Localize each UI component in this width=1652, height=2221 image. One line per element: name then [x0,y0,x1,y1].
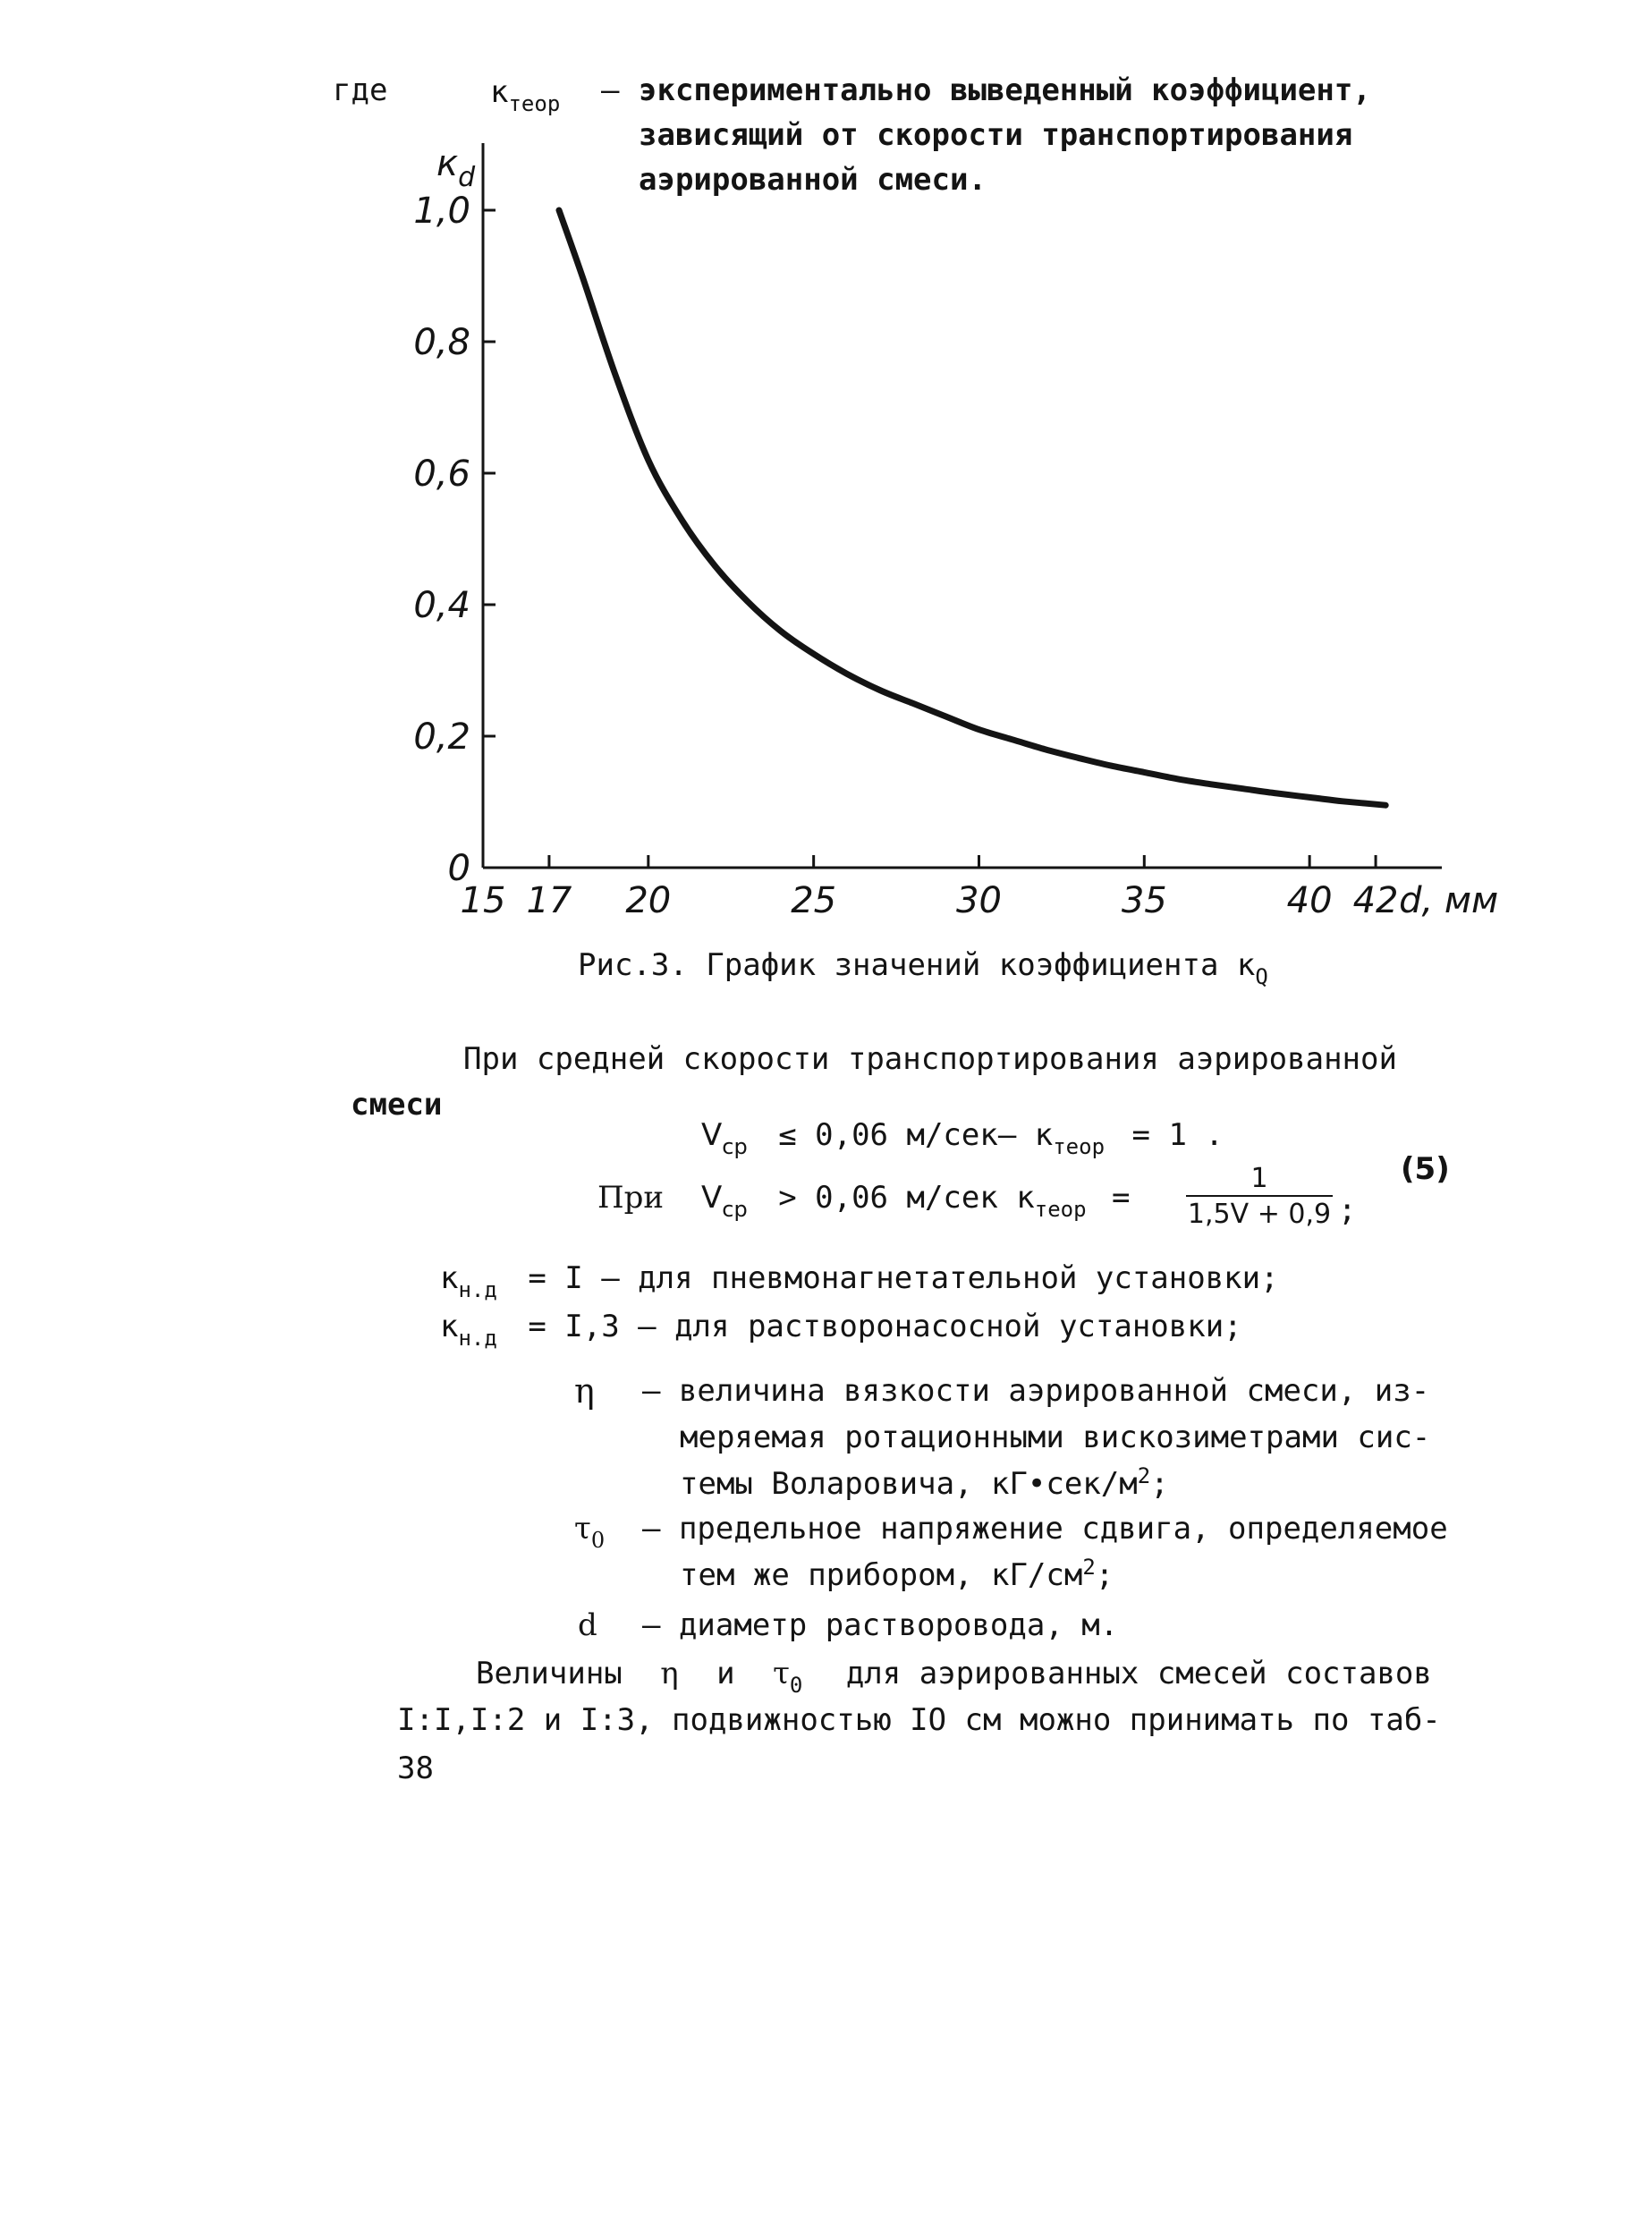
diam-text: – диаметр растворовода, м. [642,1607,1119,1643]
figure-caption: Рис.3. График значений коэффициента $к_Q$ [578,947,1268,989]
fraction-denominator: 1,5V + 0,9 [1186,1195,1333,1233]
formula-line-1: $V_{ср} \le 0,06$ м/сек– $к_{теор} = 1$ . [701,1117,1224,1159]
para1-line-2: смеси [351,1087,443,1123]
chart-series [559,210,1385,805]
y-tick-label: 0 [447,848,470,889]
x-tick-label: 30 [956,880,1002,921]
tau-symbol: $\tau_0$ [574,1511,606,1553]
tau-line-2: тем же прибором, $кГ/см^2$; [680,1555,1114,1593]
y-tick-label: 0,8 [413,322,470,363]
eta-line-2: меряемая ротационными вискозиметрами сис- [680,1420,1431,1455]
y-tick-label: 0,6 [413,454,470,495]
y-axis-label: $к_d$ [436,143,476,193]
para1-line-1: При средней скорости транспортирования аэрированной [463,1041,1397,1077]
intro-desc-line-1: экспериментально выведенный коэффициент, [639,72,1371,108]
x-tick-label: 35 [1121,880,1167,921]
y-tick-label: 0,2 [413,716,470,758]
formula-number: (5) [1401,1151,1450,1187]
eta-line-3: темы Воларовича, $кГ•сек/м^2$; [680,1463,1169,1502]
eta-line-1: – величина вязкости аэрированной смеси, из- [642,1373,1430,1409]
diam-symbol: d [578,1607,597,1643]
x-tick-label: 40 [1286,880,1333,921]
formula-line-2: $V_{ср} > 0,06$ м/сек $к_{теор}$ = [701,1180,1131,1222]
chart-axes [483,143,1442,868]
page-number: 38 [397,1751,434,1786]
x-tick-label: 42 [1352,880,1399,921]
eta-symbol: η [574,1371,595,1411]
tau-line-1: – предельное напряжение сдвига, определяемое [642,1511,1448,1547]
intro-symbol: $к_{теор}$ [490,74,561,116]
intro-dash: – [601,72,620,108]
x-tick-label: 15 [460,880,506,921]
kd-curve [559,210,1385,805]
formula-fraction [1186,1163,1333,1233]
intro-where: где [333,72,388,108]
chart-ticks [483,210,1376,868]
para2-line-2: I:I,I:2 и I:3, подвижностью IO см можно принимать по таб- [397,1702,1441,1738]
intro-desc-line-2: зависящий от скорости транспортирования [639,117,1353,153]
x-tick-label: 20 [625,880,672,921]
def-knd-1: $к_{н.д} = I$ – для пневмонагнетательной установки; [440,1260,1279,1302]
kd-chart [0,0,1652,948]
def-knd-2: $к_{н.д} = I,3$ – для растворонасосной установки; [440,1309,1242,1351]
x-tick-label: 17 [526,880,572,921]
formula-pri: При [597,1180,665,1216]
intro-desc-line-3: аэрированной смеси. [639,162,987,198]
y-tick-label: 0,4 [413,585,470,626]
para2-line-1: Величины η и $\tau_0$ для аэрированных смесей составов [476,1656,1432,1698]
y-tick-label: 1,0 [413,191,470,232]
fraction-numerator: 1 [1250,1163,1268,1194]
x-tick-label: 25 [791,880,837,921]
x-axis-label: d, мм [1399,880,1499,921]
formula-semicolon: ; [1338,1192,1357,1228]
